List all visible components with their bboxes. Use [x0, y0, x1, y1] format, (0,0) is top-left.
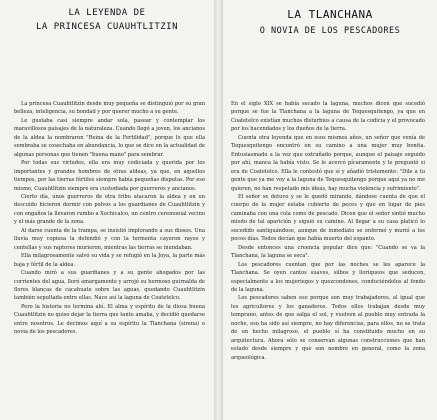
right-paragraph: En el siglo XIX se había secado la laguna, muchos dicen que sucedió porque se fue la Tlanchana a la laguna de Tequesquitengo, ya que en Coatetelco existían muchos disturbios a causa de la codicia y el provocado por los hacendados y los dueños de la tierra.	[231, 101, 425, 133]
left-paragraph: Cierto día, unos guerreros de otra tribu atacaron la aldea y en un descuido hicieron dormir con polvos a los guardianes de Cuauhtlitzin y con engaños la llevaron rumbo a Xochicalco, un centro ceremonial vecino y el más grande de la zona.	[14, 193, 205, 226]
left-page-title	[10, 8, 204, 33]
right-page-body	[231, 100, 425, 362]
left-paragraph: La princesa Cuauhtlitzin desde muy pequeña se distinguió por su gran belleza, inteligencia, su bondad y por querer mucho a su gente.	[14, 101, 205, 116]
right-paragraph: Los pescadores saben eso porque son muy trabajadores, al igual que los agricultores y los ganaderos. Todos ellos trabajan desde muy temprano, antes de que salga el sol, y vuelven al pueblo muy entrada la noche, eso ha sido así siempre, no hay diferencias, para ellos, no se trata de un hecho milagroso, el pueblo sí ha constituido mucho en su arquitectura. Ahora sólo se conservan algunas construcciones que han estado desde siempre y que son nombre en general, como la zona arqueológica.	[231, 295, 425, 361]
left-paragraph: Pero la historia no termina ahí. El alma y espíritu de la diosa buena Cuauhtlitzin no quiso dejar la tierra que tanto amaba, y decidió quedarse entre nosotros. Le decimos aquí a su espíritu la Tlanchana (sirena) o novia de los pescadores.	[14, 303, 205, 336]
left-page	[0, 0, 214, 420]
left-paragraph: Ella milagrosamente salvó su vida y se refugió en la Joya, la parte más baja y fértil de la aldea.	[14, 253, 205, 268]
left-title-line-1: LA LEYENDA DE	[68, 8, 146, 18]
right-title-line-1: LA TLANCHANA	[287, 8, 373, 21]
left-page-body	[14, 100, 205, 337]
right-paragraph: Los pescadores cuentan que por las noches se les aparece la Tlanchana. Se oyen cantos suaves, silbos y lloriqueos que seducen, especialmente a los mujeriegos y quezcondones, conduciéndolos al fondo de la laguna.	[231, 261, 425, 293]
left-title-line-2: LA PRINCESA CUAUHTLITZIN	[35, 21, 179, 32]
left-paragraph: Le gustaba casi siempre andar sola, pasear y contemplar los maravillosos paisajes de la naturaleza. Cuando llegó a joven, los ancianos de la aldea la nombraron "Reina de la Fertilidad", porque lo que ella sembraba se cosechaba en abundancia, lo que se dice en la actualidad de algunas personas que tienen "buena mano" para sembrar.	[14, 117, 205, 158]
right-title-line-2: O NOVIA DE LOS PESCADORES	[259, 26, 401, 37]
left-paragraph: Cuando miró a sus guardianes y a su gente ahogados por las corrientes del agua, lloró amargamente y arrojó su hermoso guirnalda de flores blancas de cacahuate sobre las aguas, quedando Cuauhtlitzin también sepultada entre ellas. Nace así la laguna de Coatetelco.	[14, 270, 205, 302]
right-paragraph: Cuenta otra leyenda que en esos mismos años, un señor que venía de Tequesquitengo encontró en su camino a una mujer muy bonita. Entusiasmado a la vez que extrañado porque, aunque el paisaje seguido por ahí, manca la había visto. Se le acercó pícaramente y le preguntó si era de Coatetelco. Ella le contestó que sí y añadió tristemente: "Dile a tu gente que ya me voy a la laguna de Tequesquitengo porque aquí ya no me quieren, no han respetado mis ideas, hay mucha violencia y sufrimiento".	[231, 134, 425, 192]
left-paragraph: Al darse cuenta de la trampa, se insistió implorando a sus dioses. Una lluvia muy copiosa la defendió y con la tormenta cayeron rayos y centellas y sus raptores murieron, mientras las tierras se inundaban.	[14, 227, 205, 251]
right-paragraph: El señor se detuvo y se le quedó mirando, dándose cuenta de que el cuerpo de la mujer estaba cubierto de peces y que en lugar de pies caminaba con una cola como de pescado. Dicen que el señor sintió mucho miedo de tal aparición y siguió su camino. Al llegar a su casa platicó lo sucedido santiguándose, aunque de inmediato se enfermó y murió a los pocos días. Todos decían que había muerto del espanto.	[231, 193, 425, 243]
right-page	[223, 0, 437, 420]
book-gutter	[214, 0, 223, 420]
right-paragraph: Desde entonces una creencia popular dice que: "Cuando se va la Tlanchana, la laguna se seca".	[231, 244, 425, 260]
left-paragraph: Por todas sus virtudes, ella era muy codiciada y querida por los importantes y grandes hombres de otras aldeas, ya que, en aquellos tiempos, por las tierras fértiles siempre había pequeñas disputas. Por eso mismo, Cuauhtlitzin siempre era custodiada por guerreros y ancianos.	[14, 160, 205, 192]
right-page-title	[233, 8, 427, 36]
